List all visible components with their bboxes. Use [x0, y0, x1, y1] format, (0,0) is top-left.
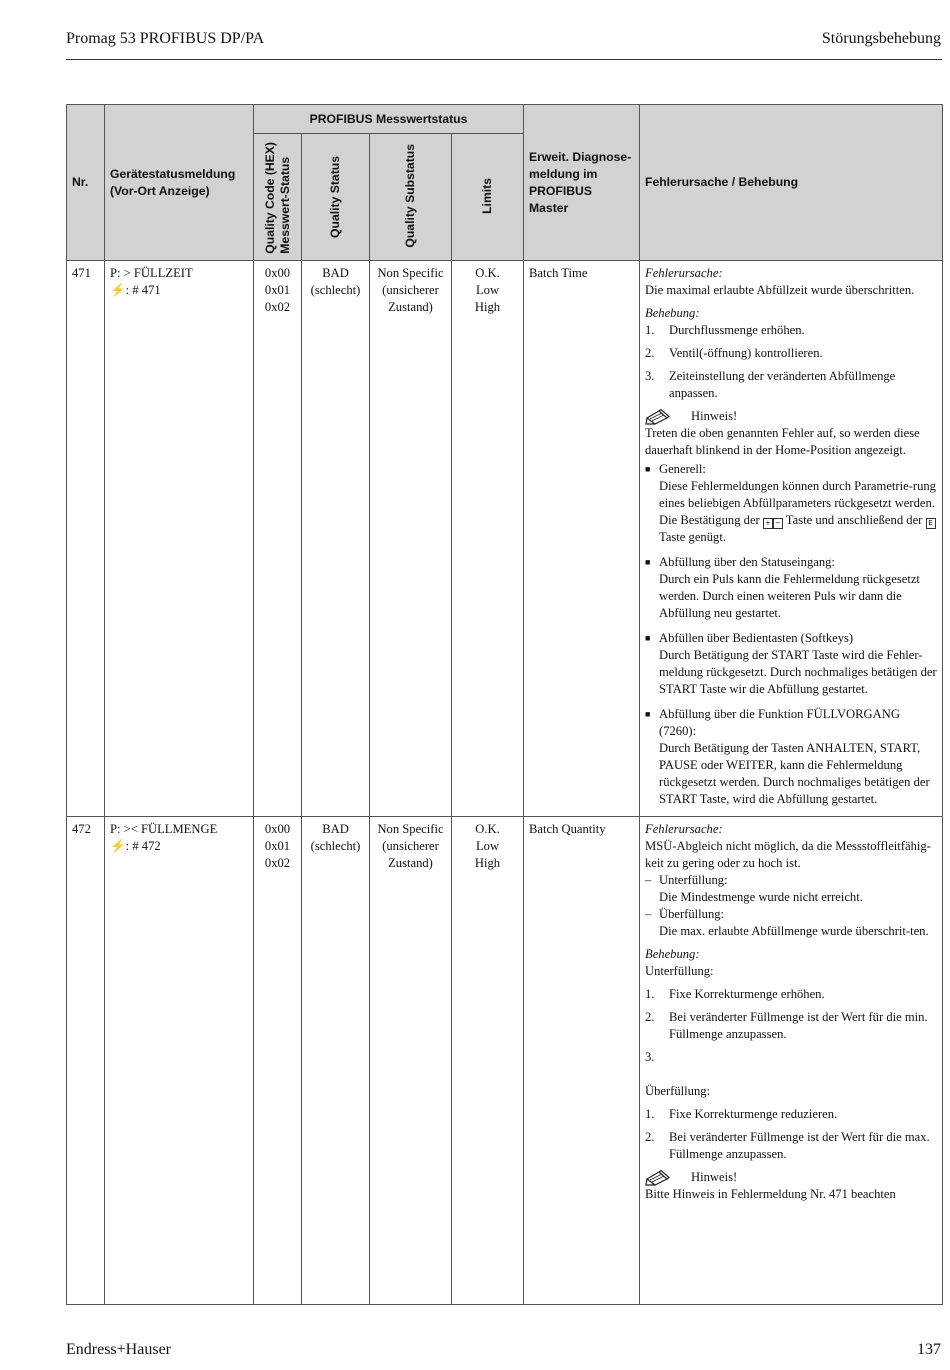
col-group-profibus: PROFIBUS Messwertstatus: [254, 105, 524, 134]
error-table: [66, 104, 943, 1305]
col-quality-code: Quality Code (HEX) Messwert-Status: [254, 134, 302, 261]
row-nr: 471: [67, 261, 105, 817]
row-cause: Fehlerursache: Die maximal erlaubte Abfüllzeit wurde überschritten. Behebung: 1. Durchflussmenge erhöhen. 2. Ventil(-öffnung) kontrollieren. 3. Zeiteinstellung der veränderten Abfüllmenge anpassen. Hinweis! Treten die oben genannten Fehler auf, so werden diese dauerhaft blinkend in der Home-Position angezeigt. ■ Generell: Diese Fehlermeldungen können durch Parametrie-rung eines beliebigen Abfüllparameters rückgesetzt werden. Die Bestätigung der + − Taste und anschließend der E Taste genügt. ■ Abfüllung über den Statuseingang: Durch ein Puls kann die Fehlermeldung rückgesetzt werden. Durch einen weiteren Puls wir dann die Abfüllung neu gestartet. ■ Abfüllen über Bedientasten (Softkeys) Durch Betätigung der START Taste wird die Fehler-meldung rückgesetzt. Durch nochmaliges betätigen der START Taste wir die Abfüllung gestartet. ■ Abfüllung über die Funktion FÜLLVORGANG (7260): Durch Betätigung der Tasten ANHALTEN, START, PAUSE oder WEITER, kann die Fehlermeldung rückgesetzt werden. Durch nochmaliges betätigen der START Taste, wird die Abfüllung gestartet.: [640, 261, 943, 817]
hint: Hinweis!: [645, 1169, 938, 1186]
row-codes: 0x00 0x01 0x02: [254, 817, 302, 1305]
row-substatus: Non Specific (unsicherer Zustand): [370, 817, 452, 1305]
header-title: Promag 53 PROFIBUS DP/PA: [66, 30, 265, 47]
col-cause: Fehlerursache / Behebung: [640, 105, 943, 261]
row-substatus: Non Specific (unsicherer Zustand): [370, 261, 452, 817]
col-diagnosis: Erweit. Diagnose- meldung im PROFIBUS Master: [524, 105, 640, 261]
row-nr: 472: [67, 817, 105, 1305]
pencil-icon: [645, 1170, 671, 1186]
key-icon: +: [763, 518, 773, 529]
row-codes: 0x00 0x01 0x02: [254, 261, 302, 817]
col-limits: Limits: [452, 134, 524, 261]
col-status-message: Gerätestatusmeldung (Vor-Ort Anzeige): [105, 105, 254, 261]
row-quality: BAD (schlecht): [302, 817, 370, 1305]
col-quality-substatus: Quality Substatus: [370, 134, 452, 261]
row-message: P: >< FÜLLMENGE ⚡: # 472: [105, 817, 254, 1305]
table-row: [67, 261, 943, 817]
row-diagnosis: Batch Time: [524, 261, 640, 817]
footer-brand: Endress+Hauser: [66, 1341, 171, 1358]
key-icon: E: [926, 518, 936, 529]
row-limits: O.K. Low High: [452, 817, 524, 1305]
pencil-icon: [645, 409, 671, 425]
row-limits: O.K. Low High: [452, 261, 524, 817]
table-row: [67, 817, 943, 1305]
hint: Hinweis!: [645, 408, 938, 425]
header-section: Störungsbehebung: [821, 30, 941, 47]
row-diagnosis: Batch Quantity: [524, 817, 640, 1305]
row-cause: Fehlerursache: MSÜ-Abgleich nicht möglich, da die Messstoffleitfähig-keit zu gering oder zu hoch ist. – Unterfüllung: Die Mindestmenge wurde nicht erreicht. – Überfüllung: Die max. erlaubte Abfüllmenge wurde überschrit-ten. Behebung: Unterfüllung: 1. Fixe Korrekturmenge erhöhen. 2. Bei veränderter Füllmenge ist der Wert für die min. Füllmenge anzupassen. 3. Überfüllung: 1. Fixe Korrekturmenge reduzieren. 2. Bei veränderter Füllmenge ist der Wert für die max. Füllmenge anzupassen. Hinweis! Bitte Hinweis in Fehlermeldung Nr. 471 beachten: [640, 817, 943, 1305]
row-quality: BAD (schlecht): [302, 261, 370, 817]
col-quality-status: Quality Status: [302, 134, 370, 261]
row-message: P: > FÜLLZEIT ⚡: # 471: [105, 261, 254, 817]
col-nr: Nr.: [67, 105, 105, 261]
page-number: 137: [917, 1341, 941, 1358]
key-icon: −: [773, 518, 783, 529]
header-rule: [66, 59, 942, 60]
